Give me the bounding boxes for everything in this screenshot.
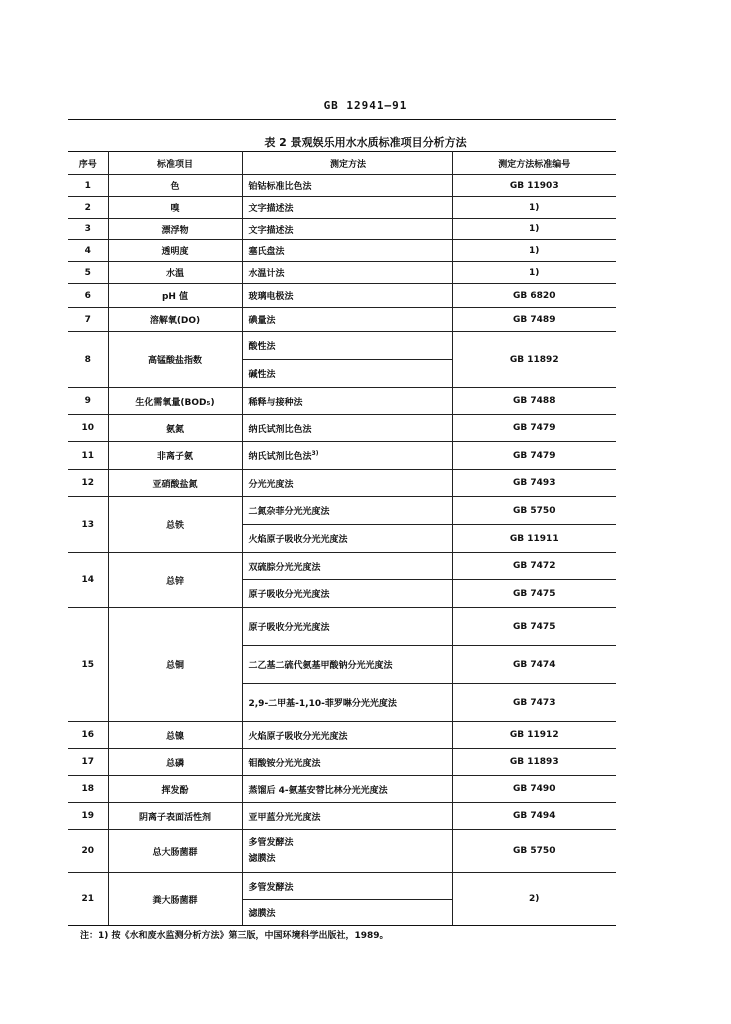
row-code: GB 7472: [452, 553, 616, 580]
row-method: 文字描述法: [242, 197, 452, 219]
row-code: GB 5750: [452, 497, 616, 525]
row-method: 玻璃电极法: [242, 284, 452, 308]
row-method: 2,9-二甲基-1,10-菲罗啉分光光度法: [242, 684, 452, 722]
row-seq: 13: [68, 497, 108, 553]
row-method: [242, 442, 452, 470]
footnote-marker: 3): [311, 450, 319, 457]
table-row: [68, 749, 616, 776]
row-seq: 14: [68, 553, 108, 608]
row-seq: 20: [68, 830, 108, 873]
row-seq: 9: [68, 388, 108, 415]
row-code: 1): [452, 219, 616, 240]
table-row: [68, 284, 616, 308]
row-item: pH 值: [108, 284, 242, 308]
table-row: [68, 388, 616, 415]
row-method: 火焰原子吸收分光光度法: [242, 525, 452, 553]
row-code: 2): [452, 873, 616, 926]
row-item: 粪大肠菌群: [108, 873, 242, 926]
row-item: 总磷: [108, 749, 242, 776]
row-seq: 2: [68, 197, 108, 219]
table-row: [68, 415, 616, 442]
row-method: 纳氏试剂比色法: [242, 415, 452, 442]
row-code: GB 7475: [452, 608, 616, 646]
row-seq: 21: [68, 873, 108, 926]
row-item: 亚硝酸盐氮: [108, 470, 242, 497]
row-method: 蒸馏后 4-氨基安替比林分光光度法: [242, 776, 452, 803]
table-row: [68, 470, 616, 497]
row-method: 火焰原子吸收分光光度法: [242, 722, 452, 749]
row-method: 碱性法: [242, 360, 452, 388]
row-item: 嗅: [108, 197, 242, 219]
row-seq: 17: [68, 749, 108, 776]
row-code: 1): [452, 197, 616, 219]
row-seq: 7: [68, 308, 108, 332]
table-row: [68, 332, 616, 360]
row-seq: 19: [68, 803, 108, 830]
row-item: 总大肠菌群: [108, 830, 242, 873]
row-code: GB 7488: [452, 388, 616, 415]
column-header-item: 标准项目: [108, 152, 242, 175]
row-method: 钼酸铵分光光度法: [242, 749, 452, 776]
table-row: [68, 175, 616, 197]
table-row: [68, 442, 616, 470]
row-seq: 8: [68, 332, 108, 388]
row-code: GB 11912: [452, 722, 616, 749]
row-method: [242, 830, 452, 873]
row-method: 文字描述法: [242, 219, 452, 240]
row-item: 阴离子表面活性剂: [108, 803, 242, 830]
row-code: GB 11893: [452, 749, 616, 776]
row-code: GB 7479: [452, 442, 616, 470]
table-header-row: [68, 152, 616, 175]
analysis-methods-table: [68, 151, 616, 926]
row-method: 双硫腙分光光度法: [242, 553, 452, 580]
row-item: 总锌: [108, 553, 242, 608]
row-item: 挥发酚: [108, 776, 242, 803]
row-method: 塞氏盘法: [242, 240, 452, 262]
row-seq: 18: [68, 776, 108, 803]
table-row: [68, 830, 616, 873]
row-item: 漂浮物: [108, 219, 242, 240]
row-code: GB 11892: [452, 332, 616, 388]
row-method: 多管发酵法: [242, 873, 452, 900]
table-row: [68, 776, 616, 803]
row-seq: 6: [68, 284, 108, 308]
row-code: 1): [452, 262, 616, 284]
row-item: 透明度: [108, 240, 242, 262]
row-method: 原子吸收分光光度法: [242, 608, 452, 646]
table-row: [68, 219, 616, 240]
row-code: 1): [452, 240, 616, 262]
header-rule: [68, 119, 616, 120]
table-row: [68, 608, 616, 646]
row-method: 分光光度法: [242, 470, 452, 497]
table-row: [68, 197, 616, 219]
row-code: GB 5750: [452, 830, 616, 873]
column-header-seq: 序号: [68, 152, 108, 175]
row-item: 色: [108, 175, 242, 197]
column-header-method: 测定方法: [242, 152, 452, 175]
table-row: [68, 873, 616, 900]
row-method-text: 纳氏试剂比色法: [248, 452, 312, 462]
row-item: 水温: [108, 262, 242, 284]
row-method-line: 多管发酵法: [248, 838, 294, 848]
row-item: 非离子氨: [108, 442, 242, 470]
row-code: GB 7479: [452, 415, 616, 442]
table-row: [68, 553, 616, 580]
row-method: 原子吸收分光光度法: [242, 580, 452, 608]
table-caption: 表 2 景观娱乐用水水质标准项目分析方法: [264, 136, 467, 149]
column-header-code: 测定方法标准编号: [452, 152, 616, 175]
row-seq: 15: [68, 608, 108, 722]
row-code: GB 11911: [452, 525, 616, 553]
row-seq: 5: [68, 262, 108, 284]
row-method: 滤膜法: [242, 900, 452, 926]
row-method: 二乙基二硫代氨基甲酸钠分光光度法: [242, 646, 452, 684]
row-method: 铂钴标准比色法: [242, 175, 452, 197]
row-item: 总镍: [108, 722, 242, 749]
row-seq: 3: [68, 219, 108, 240]
row-method: 碘量法: [242, 308, 452, 332]
row-seq: 1: [68, 175, 108, 197]
row-seq: 11: [68, 442, 108, 470]
table-row: [68, 722, 616, 749]
row-code: GB 7490: [452, 776, 616, 803]
table-row: [68, 497, 616, 525]
row-seq: 16: [68, 722, 108, 749]
row-method: 酸性法: [242, 332, 452, 360]
row-item: 高锰酸盐指数: [108, 332, 242, 388]
row-method-line: 滤膜法: [248, 854, 276, 864]
row-code: GB 7475: [452, 580, 616, 608]
row-method: 水温计法: [242, 262, 452, 284]
row-item: 总铜: [108, 608, 242, 722]
standard-code: GB 12941—91: [323, 99, 408, 112]
table-row: [68, 262, 616, 284]
table-row: [68, 308, 616, 332]
row-item: 氨氮: [108, 415, 242, 442]
footnote: 注：1) 按《水和废水监测分析方法》第三版，中国环境科学出版社，1989。: [80, 931, 389, 941]
row-code: GB 7493: [452, 470, 616, 497]
row-code: GB 7474: [452, 646, 616, 684]
row-seq: 12: [68, 470, 108, 497]
row-method: 亚甲蓝分光光度法: [242, 803, 452, 830]
table-row: [68, 240, 616, 262]
row-seq: 4: [68, 240, 108, 262]
row-method: 稀释与接种法: [242, 388, 452, 415]
row-code: GB 7489: [452, 308, 616, 332]
row-item: 生化需氧量(BOD₅): [108, 388, 242, 415]
table-row: [68, 803, 616, 830]
row-code: GB 6820: [452, 284, 616, 308]
row-code: GB 11903: [452, 175, 616, 197]
row-item: 溶解氧(DO): [108, 308, 242, 332]
row-item: 总铁: [108, 497, 242, 553]
row-method: 二氮杂菲分光光度法: [242, 497, 452, 525]
row-seq: 10: [68, 415, 108, 442]
row-code: GB 7494: [452, 803, 616, 830]
row-code: GB 7473: [452, 684, 616, 722]
